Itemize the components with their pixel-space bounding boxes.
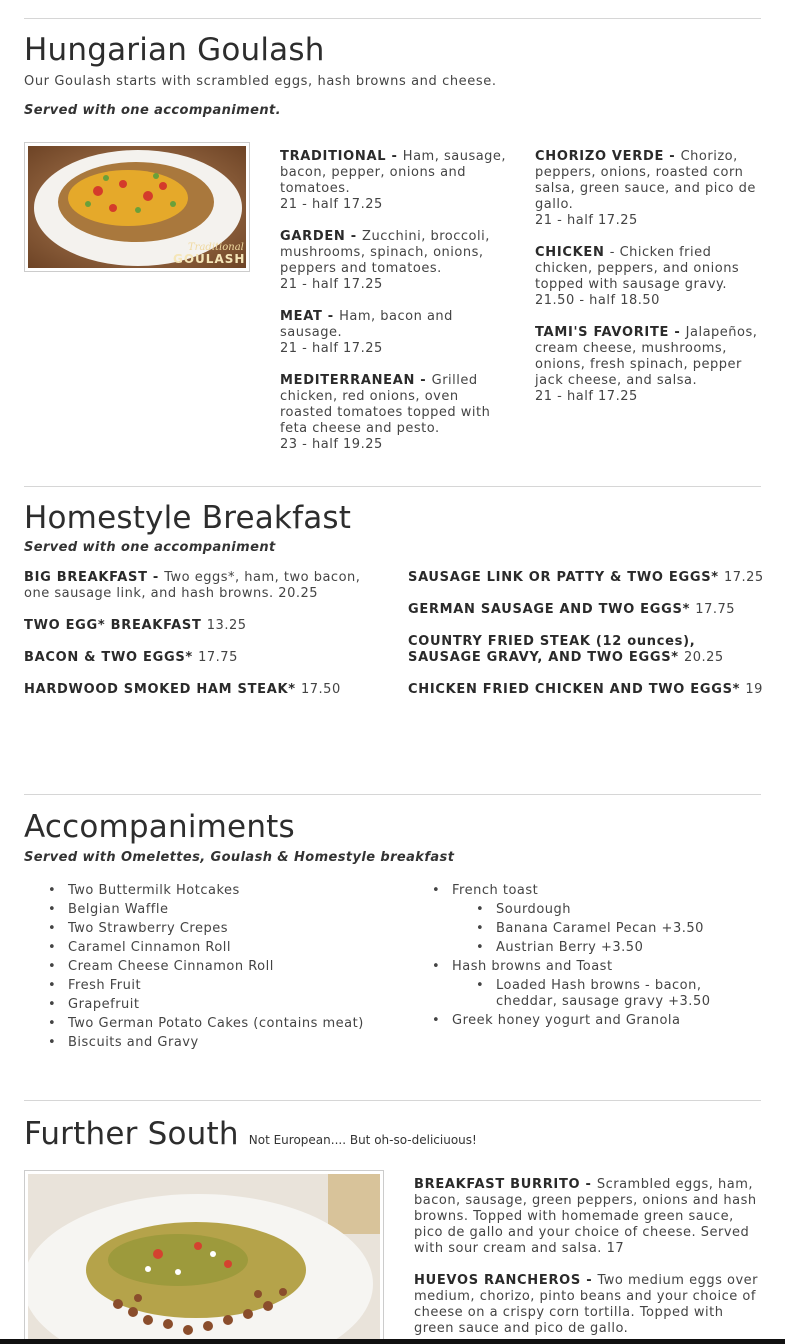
- further-south-tagline: Not European.... But oh-so-deliciuous!: [248, 1133, 477, 1147]
- bottom-bar: [0, 1339, 785, 1344]
- menu-item-description: 17.75: [695, 602, 736, 617]
- menu-item-name: MEAT -: [280, 309, 340, 324]
- menu-item-price: 21.50 - half 18.50: [535, 293, 660, 308]
- homestyle-title: Homestyle Breakfast: [24, 500, 352, 536]
- menu-item-description: Chorizo, peppers, onions, roasted corn salsa, green sauce, and pico de gallo.: [535, 149, 756, 212]
- menu-item-name: TRADITIONAL -: [280, 149, 403, 164]
- menu-item-name: MEDITERRANEAN -: [280, 373, 432, 388]
- list-item: • Austrian Berry +3.50: [452, 940, 748, 956]
- list-item: • Loaded Hash browns - bacon, cheddar, sausage gravy +3.50: [452, 978, 748, 1010]
- svg-text:GOULASH: GOULASH: [173, 252, 246, 266]
- french-toast-sublist: [452, 902, 748, 956]
- menu-item-description: Scrambled eggs, ham, bacon, sausage, green peppers, onions and hash browns. Topped with homemade green sauce, pico de gallo and your choice of cheese. Served with sour cream and salsa. 17: [414, 1177, 757, 1256]
- menu-item-name: GERMAN SAUSAGE AND TWO EGGS*: [408, 602, 696, 617]
- list-item: • French toast • Sourdough • Banana Caramel Pecan +3.50 • Austrian Berry +3.50: [408, 883, 748, 956]
- menu-item-price: 21 - half 17.25: [280, 277, 383, 292]
- list-item: • Banana Caramel Pecan +3.50: [452, 921, 748, 937]
- menu-item-price: 23 - half 19.25: [280, 437, 383, 452]
- list-item: • Two Strawberry Crepes: [24, 921, 364, 937]
- svg-text:Traditional: Traditional: [188, 242, 244, 253]
- homestyle-left-column: [24, 570, 384, 714]
- menu-item: [408, 570, 768, 586]
- accompaniments-left-list: [24, 883, 364, 1054]
- menu-item-description: Two medium eggs over medium, chorizo, pinto beans and your choice of cheese on a crispy corn tortilla. Topped with green sauce and pico de gallo.: [414, 1273, 758, 1336]
- accompaniments-note: Served with Omelettes, Goulash & Homestyle breakfast: [24, 850, 455, 865]
- menu-item-name: COUNTRY FRIED STEAK (12 ounces), SAUSAGE GRAVY, AND TWO EGGS*: [408, 634, 696, 665]
- menu-item-description: 19: [745, 682, 763, 697]
- menu-item-name: GARDEN -: [280, 229, 363, 244]
- menu-item-name: BIG BREAKFAST -: [24, 570, 165, 585]
- menu-item-description: 20.25: [683, 650, 724, 665]
- further-south-photo: [24, 1170, 384, 1344]
- menu-item: [535, 245, 761, 309]
- menu-item-description: Grilled chicken, red onions, oven roasted tomatoes topped with feta cheese and pesto.: [280, 373, 491, 436]
- menu-item: [280, 229, 508, 293]
- list-item: • Hash browns and Toast • Loaded Hash browns - bacon, cheddar, sausage gravy +3.50: [408, 959, 748, 1010]
- list-item: • Grapefruit: [24, 997, 364, 1013]
- accompaniments-right-list: [408, 883, 748, 1032]
- menu-item-description: Ham, bacon and sausage.: [280, 309, 453, 340]
- menu-item-name: BACON & TWO EGGS*: [24, 650, 199, 665]
- further-south-column: [414, 1177, 761, 1344]
- menu-item-description: 17.75: [198, 650, 238, 665]
- huevos-plate-image: [28, 1174, 380, 1344]
- menu-item-description: Two eggs*, ham, two bacon, one sausage link, and hash browns. 20.25: [24, 570, 361, 601]
- menu-item: [280, 309, 508, 357]
- menu-item: [535, 149, 761, 229]
- menu-item: [24, 570, 384, 602]
- further-south-title: Further South Not European.... But oh-so-deliciuous!: [24, 1116, 477, 1152]
- menu-item: [24, 682, 384, 698]
- list-item: • Fresh Fruit: [24, 978, 364, 994]
- menu-item-price: 21 - half 17.25: [535, 213, 638, 228]
- menu-item-name: TWO EGG* BREAKFAST: [24, 618, 207, 633]
- goulash-right-column: [535, 149, 761, 421]
- list-item: • Caramel Cinnamon Roll: [24, 940, 364, 956]
- menu-item-name: CHORIZO VERDE -: [535, 149, 681, 164]
- goulash-title: Hungarian Goulash: [24, 32, 325, 68]
- menu-item-name: HARDWOOD SMOKED HAM STEAK*: [24, 682, 301, 697]
- list-item: • Sourdough: [452, 902, 748, 918]
- hash-browns-sublist: [452, 978, 748, 1010]
- homestyle-right-column: [408, 570, 768, 714]
- goulash-description: Our Goulash starts with scrambled eggs, hash browns and cheese.: [24, 74, 497, 89]
- menu-item-description: 13.25: [206, 618, 247, 633]
- menu-item: [408, 602, 768, 618]
- list-item: • Belgian Waffle: [24, 902, 364, 918]
- menu-item-description: 17.25: [723, 570, 764, 585]
- divider-homestyle: [24, 486, 761, 487]
- goulash-photo: [24, 142, 250, 272]
- menu-item-description: Jalapeños, cream cheese, mushrooms, onions, fresh spinach, pepper jack cheese, and salsa.: [535, 325, 758, 388]
- menu-item: [535, 325, 761, 405]
- list-item: • Biscuits and Gravy: [24, 1035, 364, 1051]
- menu-item-price: 21 - half 17.25: [280, 341, 383, 356]
- menu-item-name: CHICKEN: [535, 245, 610, 260]
- menu-item: [414, 1273, 761, 1337]
- menu-item-name: TAMI'S FAVORITE -: [535, 325, 686, 340]
- menu-item-name: BREAKFAST BURRITO -: [414, 1177, 597, 1192]
- menu-item: [408, 682, 768, 698]
- menu-item-name: SAUSAGE LINK OR PATTY & TWO EGGS*: [408, 570, 724, 585]
- menu-item: [24, 618, 384, 634]
- menu-item-price: 21 - half 17.25: [535, 389, 638, 404]
- list-item: • Greek honey yogurt and Granola: [408, 1013, 748, 1029]
- menu-item: [280, 373, 508, 453]
- accompaniments-title: Accompaniments: [24, 809, 295, 845]
- homestyle-note: Served with one accompaniment: [24, 540, 276, 555]
- menu-item-description: 17.50: [301, 682, 341, 697]
- menu-item-description: Ham, sausage, bacon, pepper, onions and tomatoes.: [280, 149, 507, 196]
- menu-item-name: HUEVOS RANCHEROS -: [414, 1273, 598, 1288]
- menu-item: [280, 149, 508, 213]
- menu-item-description: - Chicken fried chicken, peppers, and onions topped with sausage gravy.: [535, 245, 740, 292]
- menu-item-description: Zucchini, broccoli, mushrooms, spinach, onions, peppers and tomatoes.: [280, 229, 490, 276]
- list-item: • Two German Potato Cakes (contains meat): [24, 1016, 364, 1032]
- list-item: • Two Buttermilk Hotcakes: [24, 883, 364, 899]
- goulash-left-column: [280, 149, 508, 469]
- menu-item: [414, 1177, 761, 1257]
- menu-item-price: 21 - half 17.25: [280, 197, 383, 212]
- divider-further-south: [24, 1100, 761, 1101]
- menu-item: [24, 650, 384, 666]
- menu-item: [408, 634, 768, 666]
- list-item: • Cream Cheese Cinnamon Roll: [24, 959, 364, 975]
- divider-top: [24, 18, 761, 19]
- goulash-plate-image: [28, 146, 246, 268]
- menu-item-name: CHICKEN FRIED CHICKEN AND TWO EGGS*: [408, 682, 746, 697]
- divider-accompaniments: [24, 794, 761, 795]
- goulash-note: Served with one accompaniment.: [24, 103, 281, 118]
